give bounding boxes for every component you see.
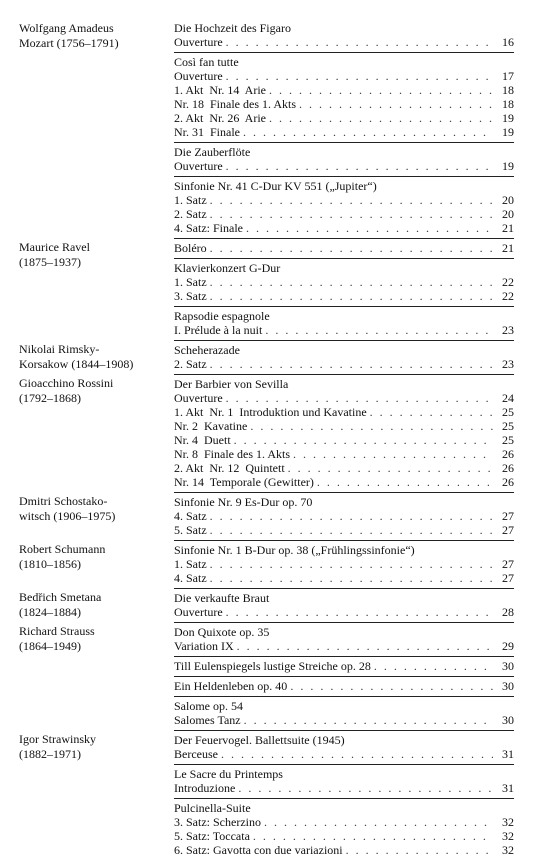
page-number: 32	[502, 829, 514, 843]
work-title: Salome op. 54	[174, 699, 243, 713]
entry-label: 1. Satz	[174, 193, 207, 207]
work-block	[174, 374, 514, 492]
composer-name	[19, 730, 174, 860]
dot-leader	[210, 557, 493, 571]
work-title: Sinfonie Nr. 1 B-Dur op. 38 („Frühlingssinfonie“)	[174, 543, 415, 557]
page-number: 31	[502, 781, 514, 795]
dot-leader	[243, 125, 493, 139]
composer-group	[19, 238, 514, 340]
work-block	[174, 764, 514, 798]
composer-name	[19, 340, 174, 374]
composer-group	[19, 622, 514, 730]
entry-label: 3. Satz	[174, 289, 207, 303]
toc-entry	[174, 405, 514, 419]
page-number: 20	[502, 207, 514, 221]
composer-name	[19, 374, 174, 492]
composer-name-line: Wolfgang Amadeus	[19, 21, 114, 35]
composer-group	[19, 19, 514, 238]
dot-leader	[210, 275, 493, 289]
toc-entry	[174, 747, 514, 761]
work-block	[174, 588, 514, 622]
composer-name-line: (1810–1856)	[19, 557, 81, 571]
dot-leader	[210, 289, 493, 303]
page-number: 19	[502, 159, 514, 173]
entry-label: 1. Akt Nr. 14 Arie	[174, 83, 266, 97]
composer-name	[19, 588, 174, 622]
toc-entry	[174, 815, 514, 829]
work-block	[174, 676, 514, 696]
work-title: Le Sacre du Printemps	[174, 767, 283, 781]
toc-entry	[174, 461, 514, 475]
page-number: 25	[502, 433, 514, 447]
page-number: 18	[502, 97, 514, 111]
dot-leader	[374, 659, 493, 673]
works-list	[174, 238, 514, 340]
page-number: 20	[502, 193, 514, 207]
dot-leader	[269, 111, 493, 125]
page-number: 30	[502, 659, 514, 673]
toc-entry	[174, 241, 514, 255]
toc-entry	[174, 159, 514, 173]
page-number: 30	[502, 713, 514, 727]
work-block	[174, 306, 514, 340]
page-number: 26	[502, 461, 514, 475]
work-block	[174, 258, 514, 306]
composer-group	[19, 374, 514, 492]
composer-name	[19, 19, 174, 238]
entry-label: Salomes Tanz	[174, 713, 241, 727]
table-of-contents	[19, 19, 514, 860]
toc-entry	[174, 323, 514, 337]
page-number: 25	[502, 419, 514, 433]
entry-label: 6. Satz: Gavotta con due variazioni	[174, 843, 343, 857]
toc-entry	[174, 125, 514, 139]
work-block	[174, 540, 514, 588]
entry-label: Berceuse	[174, 747, 218, 761]
work-block	[174, 622, 514, 656]
dot-leader	[234, 433, 493, 447]
page-number: 19	[502, 111, 514, 125]
page-number: 30	[502, 679, 514, 693]
work-title: Der Barbier von Sevilla	[174, 377, 289, 391]
composer-name	[19, 492, 174, 540]
page-number: 27	[502, 557, 514, 571]
dot-leader	[210, 357, 493, 371]
works-list	[174, 588, 514, 622]
composer-name-line: (1792–1868)	[19, 391, 81, 405]
dot-leader	[246, 221, 493, 235]
dot-leader	[253, 829, 493, 843]
toc-entry	[174, 639, 514, 653]
dot-leader	[346, 843, 493, 857]
work-block	[174, 656, 514, 676]
works-list	[174, 374, 514, 492]
work-title: Scheherazade	[174, 343, 240, 357]
entry-label: Ouverture	[174, 35, 223, 49]
page-number: 27	[502, 523, 514, 537]
work-title: Don Quixote op. 35	[174, 625, 270, 639]
entry-label: 5. Satz: Toccata	[174, 829, 250, 843]
dot-leader	[210, 523, 493, 537]
works-list	[174, 622, 514, 730]
entry-label: 4. Satz: Finale	[174, 221, 243, 235]
composer-name-line: Richard Strauss	[19, 624, 95, 638]
page-number: 27	[502, 509, 514, 523]
toc-entry	[174, 275, 514, 289]
dot-leader	[226, 35, 493, 49]
toc-entry	[174, 193, 514, 207]
page-number: 29	[502, 639, 514, 653]
composer-group	[19, 588, 514, 622]
composer-name-line: (1875–1937)	[19, 255, 81, 269]
entry-label: 1. Satz	[174, 557, 207, 571]
composer-group	[19, 730, 514, 860]
toc-entry	[174, 781, 514, 795]
page-number: 23	[502, 323, 514, 337]
work-title: Pulcinella-Suite	[174, 801, 251, 815]
work-title: Rapsodie espagnole	[174, 309, 270, 323]
work-block	[174, 730, 514, 764]
page-number: 16	[502, 35, 514, 49]
composer-name	[19, 238, 174, 340]
page-number: 26	[502, 475, 514, 489]
page-number: 22	[502, 289, 514, 303]
entry-label: I. Prélude à la nuit	[174, 323, 263, 337]
entry-label: Ouverture	[174, 159, 223, 173]
entry-label: Nr. 31 Finale	[174, 125, 240, 139]
page-number: 32	[502, 843, 514, 857]
toc-entry	[174, 83, 514, 97]
entry-label: 2. Akt Nr. 26 Arie	[174, 111, 266, 125]
page-number: 24	[502, 391, 514, 405]
dot-leader	[317, 475, 493, 489]
composer-name-line: Robert Schumann	[19, 542, 106, 556]
composer-name-line: witsch (1906–1975)	[19, 509, 116, 523]
work-title: Così fan tutte	[174, 55, 239, 69]
works-list	[174, 492, 514, 540]
dot-leader	[299, 97, 493, 111]
toc-entry	[174, 523, 514, 537]
toc-entry	[174, 391, 514, 405]
entry-label: Nr. 2 Kavatine	[174, 419, 248, 433]
toc-entry	[174, 659, 514, 673]
toc-entry	[174, 419, 514, 433]
dot-leader	[244, 713, 493, 727]
composer-name-line: (1882–1971)	[19, 747, 81, 761]
composer-group	[19, 540, 514, 588]
works-list	[174, 730, 514, 860]
entry-label: 4. Satz	[174, 571, 207, 585]
dot-leader	[210, 571, 493, 585]
entry-label: 2. Satz	[174, 207, 207, 221]
page-number: 23	[502, 357, 514, 371]
toc-entry	[174, 207, 514, 221]
dot-leader	[226, 159, 493, 173]
toc-entry	[174, 557, 514, 571]
dot-leader	[264, 815, 493, 829]
entry-label: Variation IX	[174, 639, 234, 653]
page-number: 31	[502, 747, 514, 761]
dot-leader	[221, 747, 493, 761]
dot-leader	[210, 193, 493, 207]
work-title: Der Feuervogel. Ballettsuite (1945)	[174, 733, 345, 747]
work-block	[174, 340, 514, 374]
work-block	[174, 798, 514, 860]
composer-name	[19, 540, 174, 588]
work-title: Die verkaufte Braut	[174, 591, 270, 605]
entry-label: Ouverture	[174, 69, 223, 83]
composer-name-line: Dmitri Schostako-	[19, 494, 108, 508]
dot-leader	[269, 83, 493, 97]
entry-label: Boléro	[174, 241, 207, 255]
toc-entry	[174, 69, 514, 83]
dot-leader	[226, 605, 493, 619]
work-block	[174, 19, 514, 52]
works-list	[174, 540, 514, 588]
toc-entry	[174, 829, 514, 843]
dot-leader	[265, 323, 493, 337]
entry-label: 5. Satz	[174, 523, 207, 537]
toc-entry	[174, 97, 514, 111]
toc-entry	[174, 35, 514, 49]
works-list	[174, 19, 514, 238]
entry-label: 3. Satz: Scherzino	[174, 815, 261, 829]
toc-entry	[174, 289, 514, 303]
toc-entry	[174, 111, 514, 125]
composer-name-line: Nikolai Rimsky-	[19, 342, 100, 356]
toc-entry	[174, 605, 514, 619]
work-title: Klavierkonzert G-Dur	[174, 261, 281, 275]
work-block	[174, 696, 514, 730]
work-title: Sinfonie Nr. 41 C-Dur KV 551 („Jupiter“)	[174, 179, 377, 193]
entry-label: 1. Satz	[174, 275, 207, 289]
work-block	[174, 142, 514, 176]
entry-label: 2. Satz	[174, 357, 207, 371]
page-number: 17	[502, 69, 514, 83]
toc-entry	[174, 679, 514, 693]
entry-label: Nr. 4 Duett	[174, 433, 231, 447]
dot-leader	[210, 207, 493, 221]
composer-name-line: Maurice Ravel	[19, 240, 90, 254]
composer-group	[19, 340, 514, 374]
entry-label: Nr. 18 Finale des 1. Akts	[174, 97, 296, 111]
composer-name-line: Igor Strawinsky	[19, 732, 96, 746]
entry-label: Nr. 14 Temporale (Gewitter)	[174, 475, 314, 489]
page-number: 25	[502, 405, 514, 419]
composer-name-line: (1824–1884)	[19, 605, 81, 619]
toc-entry	[174, 221, 514, 235]
dot-leader	[226, 391, 493, 405]
page-number: 21	[502, 241, 514, 255]
entry-label: Ouverture	[174, 605, 223, 619]
dot-leader	[226, 69, 493, 83]
toc-entry	[174, 357, 514, 371]
work-block	[174, 176, 514, 238]
toc-entry	[174, 843, 514, 857]
toc-entry	[174, 433, 514, 447]
composer-name	[19, 622, 174, 730]
composer-name-line: Mozart (1756–1791)	[19, 36, 119, 50]
composer-name-line: Gioacchino Rossini	[19, 376, 114, 390]
composer-name-line: Bedřich Smetana	[19, 590, 102, 604]
entry-label: Introduzione	[174, 781, 236, 795]
work-block	[174, 238, 514, 258]
entry-label: Ein Heldenleben op. 40	[174, 679, 288, 693]
dot-leader	[293, 447, 493, 461]
toc-entry	[174, 475, 514, 489]
composer-name-line: Korsakow (1844–1908)	[19, 357, 134, 371]
entry-label: 1. Akt Nr. 1 Introduktion und Kavatine	[174, 405, 367, 419]
works-list	[174, 340, 514, 374]
page-number: 27	[502, 571, 514, 585]
dot-leader	[288, 461, 493, 475]
work-block	[174, 52, 514, 142]
dot-leader	[237, 639, 493, 653]
page-number: 26	[502, 447, 514, 461]
toc-entry	[174, 571, 514, 585]
toc-entry	[174, 447, 514, 461]
page-number: 22	[502, 275, 514, 289]
dot-leader	[370, 405, 493, 419]
composer-name-line: (1864–1949)	[19, 639, 81, 653]
page-number: 32	[502, 815, 514, 829]
entry-label: Nr. 8 Finale des 1. Akts	[174, 447, 290, 461]
entry-label: 2. Akt Nr. 12 Quintett	[174, 461, 285, 475]
entry-label: Till Eulenspiegels lustige Streiche op. 28	[174, 659, 371, 673]
dot-leader	[238, 781, 493, 795]
work-title: Die Zauberflöte	[174, 145, 251, 159]
page-number: 21	[502, 221, 514, 235]
work-title: Sinfonie Nr. 9 Es-Dur op. 70	[174, 495, 313, 509]
entry-label: 4. Satz	[174, 509, 207, 523]
dot-leader	[210, 509, 493, 523]
dot-leader	[250, 419, 493, 433]
work-block	[174, 492, 514, 540]
page-number: 18	[502, 83, 514, 97]
dot-leader	[210, 241, 493, 255]
toc-entry	[174, 509, 514, 523]
page-number: 28	[502, 605, 514, 619]
entry-label: Ouverture	[174, 391, 223, 405]
dot-leader	[290, 679, 493, 693]
work-title: Die Hochzeit des Figaro	[174, 21, 291, 35]
toc-entry	[174, 713, 514, 727]
composer-group	[19, 492, 514, 540]
page-number: 19	[502, 125, 514, 139]
